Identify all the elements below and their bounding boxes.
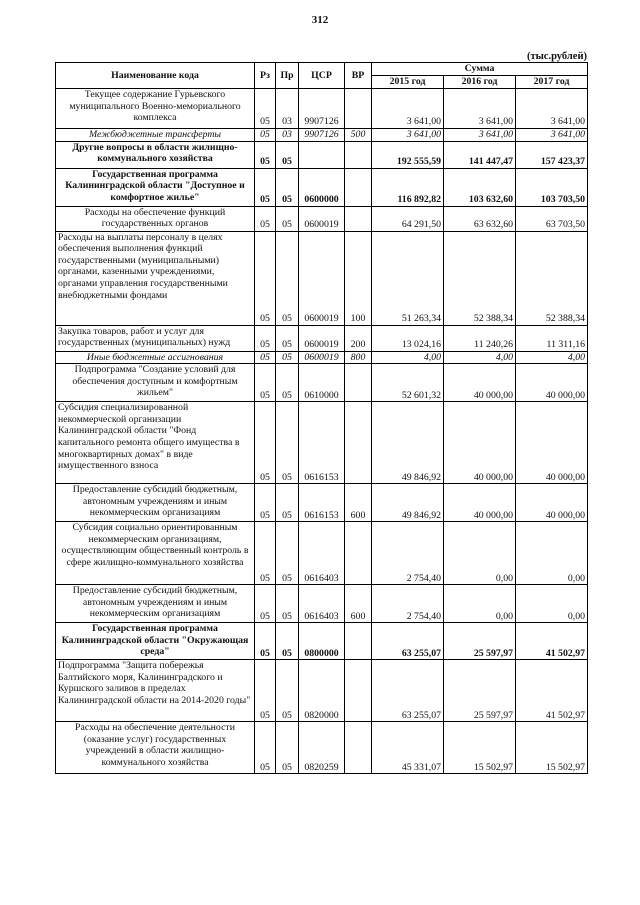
cell-sum-2017: 40 000,00 [516,402,588,484]
cell-name: Иные бюджетные ассигнования [56,351,255,364]
cell-vr [345,364,372,402]
table-row [56,129,588,142]
table-row [56,402,588,484]
cell-pr: 05 [276,168,299,206]
cell-pr: 05 [276,325,299,351]
cell-csr: 0600019 [299,231,345,325]
cell-name: Расходы на выплаты персоналу в целях обеспечения выполнения функций государственными (муниципальными) органами, казенными учреждениями, органами управления государственными внебюджетными фондами [56,231,255,325]
cell-sum-2015: 192 555,59 [372,141,444,168]
cell-rz: 05 [255,141,276,168]
cell-sum-2017: 4,00 [516,351,588,364]
cell-rz: 05 [255,585,276,623]
cell-vr: 100 [345,231,372,325]
cell-name: Подпрограмма "Создание условий для обеспечения доступным и комфортным жильем" [56,364,255,402]
cell-pr: 05 [276,402,299,484]
cell-sum-2017: 157 423,37 [516,141,588,168]
cell-sum-2017: 41 502,97 [516,623,588,660]
cell-sum-2017: 41 502,97 [516,660,588,722]
cell-vr [345,522,372,585]
cell-csr: 0820000 [299,660,345,722]
budget-table [55,62,588,774]
cell-sum-2017: 3 641,00 [516,89,588,129]
table-row [56,168,588,206]
table-row [56,522,588,585]
cell-sum-2016: 25 597,97 [444,660,516,722]
table-row [56,623,588,660]
cell-sum-2016: 52 388,34 [444,231,516,325]
cell-name: Предоставление субсидий бюджетным, автономным учреждениям и иным некоммерческим организациям [56,484,255,522]
cell-csr: 0600019 [299,325,345,351]
cell-sum-2015: 49 846,92 [372,402,444,484]
cell-csr: 0600000 [299,168,345,206]
cell-pr: 05 [276,522,299,585]
header-name: Наименование кода [56,63,255,89]
cell-sum-2015: 3 641,00 [372,89,444,129]
cell-sum-2017: 103 703,50 [516,168,588,206]
table-row [56,364,588,402]
cell-sum-2016: 141 447,47 [444,141,516,168]
cell-sum-2015: 3 641,00 [372,129,444,142]
cell-vr [345,141,372,168]
cell-sum-2016: 3 641,00 [444,129,516,142]
cell-sum-2017: 0,00 [516,522,588,585]
cell-csr: 0820259 [299,722,345,774]
cell-rz: 05 [255,351,276,364]
table-row [56,660,588,722]
cell-pr: 05 [276,722,299,774]
header-rz: Рз [255,63,276,89]
cell-pr: 05 [276,351,299,364]
cell-pr: 03 [276,129,299,142]
table-row [56,325,588,351]
cell-sum-2017: 11 311,16 [516,325,588,351]
cell-rz: 05 [255,325,276,351]
cell-name: Предоставление субсидий бюджетным, автономным учреждениям и иным некоммерческим организациям [56,585,255,623]
cell-pr: 05 [276,660,299,722]
cell-sum-2017: 63 703,50 [516,206,588,231]
cell-pr: 05 [276,364,299,402]
cell-csr: 0616403 [299,522,345,585]
cell-csr: 0610000 [299,364,345,402]
cell-vr [345,402,372,484]
cell-sum-2015: 49 846,92 [372,484,444,522]
cell-csr: 0800000 [299,623,345,660]
cell-pr: 05 [276,623,299,660]
cell-csr: 0600019 [299,206,345,231]
cell-csr [299,141,345,168]
cell-rz: 05 [255,402,276,484]
cell-sum-2017: 3 641,00 [516,129,588,142]
cell-name: Текущее содержание Гурьевского муниципального Военно-мемориального комплекса [56,89,255,129]
cell-pr: 03 [276,89,299,129]
cell-sum-2016: 3 641,00 [444,89,516,129]
cell-sum-2015: 64 291,50 [372,206,444,231]
cell-sum-2016: 11 240,26 [444,325,516,351]
cell-vr: 600 [345,585,372,623]
cell-csr: 9907126 [299,129,345,142]
cell-name: Субсидия специализированной некоммерческой организации Калининградской области "Фонд капитального ремонта общего имущества в многоквартирных домах" в виде имущественного взноса [56,402,255,484]
cell-sum-2016: 40 000,00 [444,402,516,484]
cell-name: Межбюджетные трансферты [56,129,255,142]
cell-vr [345,206,372,231]
cell-csr: 9907126 [299,89,345,129]
table-row [56,722,588,774]
cell-sum-2015: 116 892,82 [372,168,444,206]
table-row [56,484,588,522]
cell-vr [345,623,372,660]
cell-vr: 500 [345,129,372,142]
cell-rz: 05 [255,660,276,722]
cell-rz: 05 [255,168,276,206]
table-row [56,585,588,623]
cell-pr: 05 [276,231,299,325]
header-2017: 2017 год [516,76,588,89]
cell-pr: 05 [276,206,299,231]
cell-sum-2016: 4,00 [444,351,516,364]
cell-vr [345,660,372,722]
cell-sum-2017: 52 388,34 [516,231,588,325]
table-row [56,231,588,325]
cell-rz: 05 [255,623,276,660]
cell-sum-2015: 2 754,40 [372,522,444,585]
cell-sum-2015: 4,00 [372,351,444,364]
cell-sum-2015: 52 601,32 [372,364,444,402]
table-body [56,89,588,774]
cell-sum-2015: 45 331,07 [372,722,444,774]
cell-sum-2017: 40 000,00 [516,364,588,402]
cell-csr: 0616153 [299,402,345,484]
cell-rz: 05 [255,129,276,142]
header-2016: 2016 год [444,76,516,89]
table-row [56,351,588,364]
header-csr: ЦСР [299,63,345,89]
table-row [56,141,588,168]
cell-vr: 200 [345,325,372,351]
cell-name: Другие вопросы в области жилищно-коммунального хозяйства [56,141,255,168]
cell-rz: 05 [255,206,276,231]
cell-vr [345,168,372,206]
cell-rz: 05 [255,89,276,129]
table-row [56,206,588,231]
header-pr: Пр [276,63,299,89]
cell-vr [345,89,372,129]
cell-sum-2015: 13 024,16 [372,325,444,351]
cell-rz: 05 [255,484,276,522]
cell-sum-2017: 15 502,97 [516,722,588,774]
cell-sum-2016: 40 000,00 [444,484,516,522]
cell-name: Расходы на обеспечение деятельности (оказание услуг) государственных учреждений в области жилищно-коммунального хозяйства [56,722,255,774]
table-row [56,89,588,129]
cell-sum-2015: 63 255,07 [372,623,444,660]
units-label: (тыс.рублей) [526,51,587,62]
cell-csr: 0616403 [299,585,345,623]
cell-name: Подпрограмма "Защита побережья Балтийского моря, Калининградского и Куршского заливов в пределах Калининградской области на 2014-2020 годы" [56,660,255,722]
cell-sum-2017: 40 000,00 [516,484,588,522]
cell-pr: 05 [276,585,299,623]
cell-name: Расходы на обеспечение функций государственных органов [56,206,255,231]
cell-rz: 05 [255,231,276,325]
cell-pr: 05 [276,484,299,522]
cell-rz: 05 [255,722,276,774]
cell-sum-2015: 2 754,40 [372,585,444,623]
header-vr: ВР [345,63,372,89]
header-2015: 2015 год [372,76,444,89]
cell-sum-2015: 63 255,07 [372,660,444,722]
cell-sum-2016: 15 502,97 [444,722,516,774]
cell-sum-2016: 0,00 [444,585,516,623]
cell-rz: 05 [255,364,276,402]
cell-sum-2016: 40 000,00 [444,364,516,402]
cell-csr: 0616153 [299,484,345,522]
cell-name: Государственная программа Калининградской области "Окружающая среда" [56,623,255,660]
cell-sum-2017: 0,00 [516,585,588,623]
cell-pr: 05 [276,141,299,168]
cell-vr [345,722,372,774]
cell-sum-2016: 25 597,97 [444,623,516,660]
cell-sum-2015: 51 263,34 [372,231,444,325]
cell-name: Субсидия социально ориентированным некоммерческим организациям, осуществляющим общественный контроль в сфере жилищно-коммунального хозяйства [56,522,255,585]
cell-sum-2016: 0,00 [444,522,516,585]
cell-sum-2016: 103 632,60 [444,168,516,206]
cell-name: Закупка товаров, работ и услуг для государственных (муниципальных) нужд [56,325,255,351]
cell-csr: 0600019 [299,351,345,364]
cell-rz: 05 [255,522,276,585]
cell-vr: 600 [345,484,372,522]
cell-sum-2016: 63 632,60 [444,206,516,231]
header-sum: Сумма [372,63,588,76]
cell-name: Государственная программа Калининградской области "Доступное и комфортное жилье" [56,168,255,206]
cell-vr: 800 [345,351,372,364]
page-number: 312 [311,14,329,26]
